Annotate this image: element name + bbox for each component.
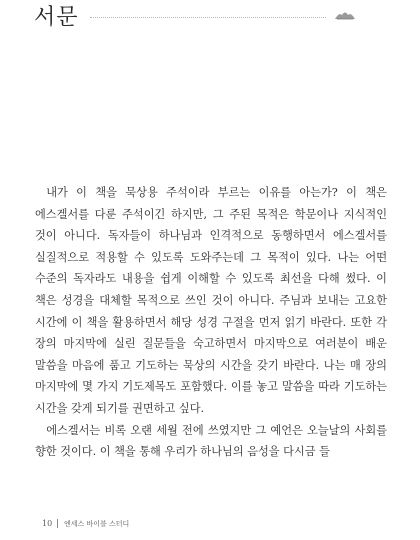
- footer-divider: [57, 519, 58, 528]
- preface-body: [35, 182, 387, 463]
- header-dotted-rule: [90, 17, 326, 18]
- running-book-title: 엔세스 바이블 스터디: [64, 520, 130, 528]
- paragraph: 에스겔서는 비록 오랜 세월 전에 쓰였지만 그 예언은 오늘날의 사회를 향한 것이다. 이 책을 통해 우리가 하나님의 음성을 다시금 들: [35, 423, 387, 459]
- paragraph: 내가 이 책을 묵상용 주석이라 부르는 이유를 아는가? 이 책은 에스겔서를 다룬 주석이긴 하지만, 그 주된 목적은 학문이나 지식적인 것이 아니다. 독자들이 하나님과 인격적으로 동행하면서 에스겔서를 실질적으로 적용할 수 있도록 도와주는데 그 목적이 있다. 나는 어떤 수준의 독자라도 내용을 쉽게 이해할 수 있도록 최선을 다해 썼다. 이 책은 성경을 대체할 목적으로 쓰인 것이 아니다. 주님과 보내는 고요한 시간에 이 책을 활용하면서 해당 성경 구절을 먼저 읽기 바란다. 또한 각 장의 마지막에 실린 질문들을 숙고하면서 마지막으로 여러분이 배운 말씀을 마음에 품고 기도하는 묵상의 시간을 갖기 바란다. 나는 매 장의 마지막에 몇 가지 기도제목도 포함했다. 이를 놓고 말씀을 따라 기도하는 시간을 갖게 되기를 권면하고 싶다.: [35, 186, 387, 415]
- ornament-icon: [334, 9, 356, 21]
- chapter-title: 서문: [34, 5, 79, 30]
- page-number: 10: [42, 519, 53, 528]
